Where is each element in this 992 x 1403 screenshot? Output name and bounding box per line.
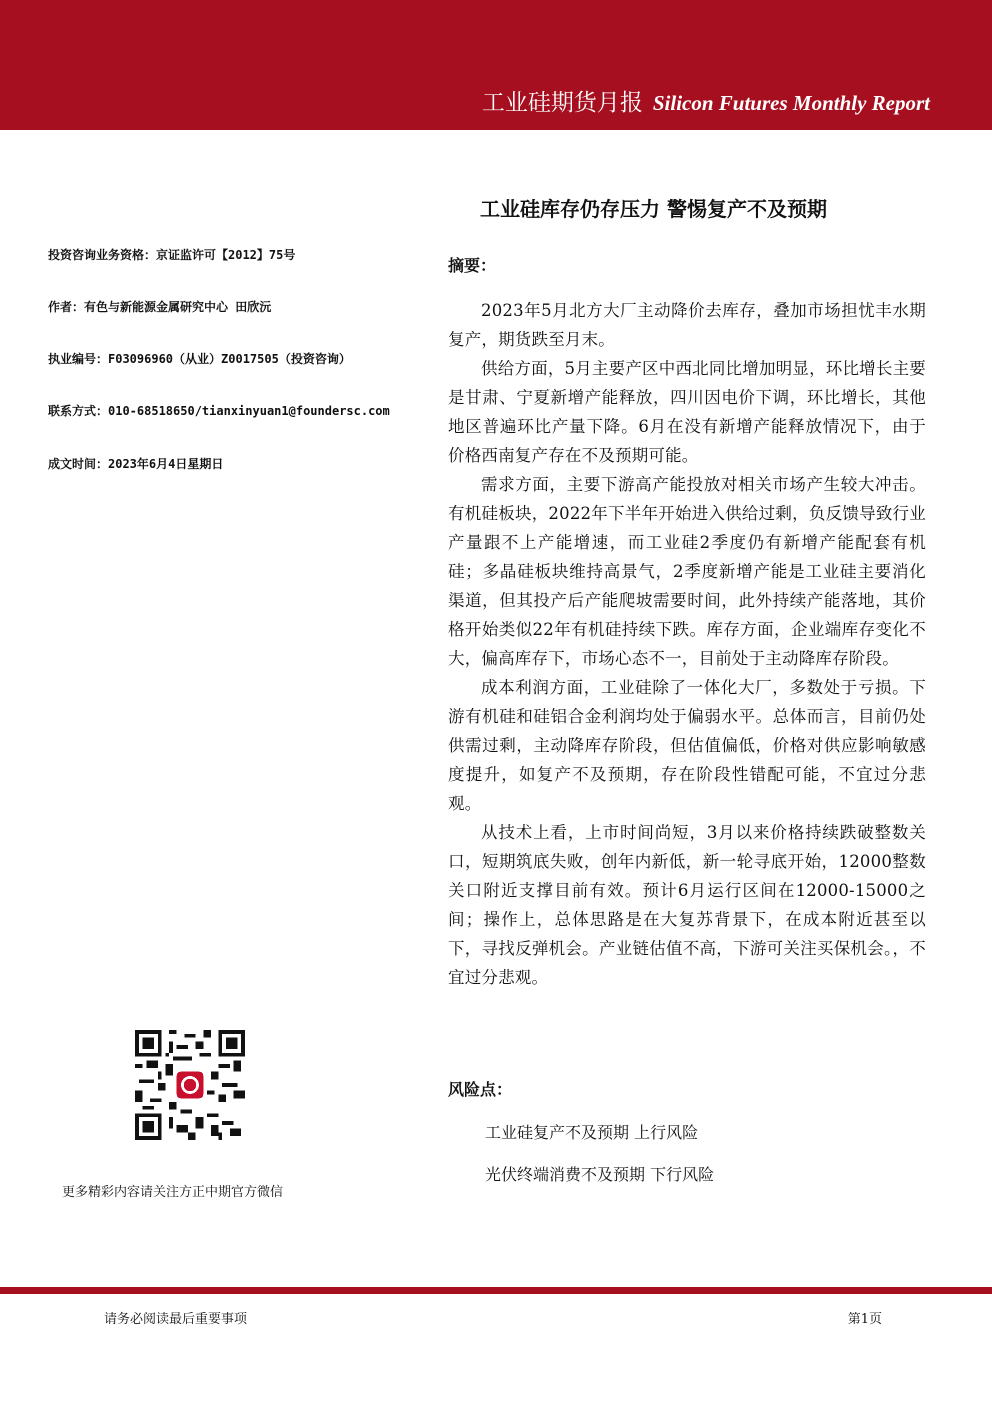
license-info: 投资咨询业务资格：京证监许可【2012】75号 <box>48 248 296 262</box>
contact-info: 联系方式：010-68518650/tianxinyuan1@foundersc.com <box>48 404 390 418</box>
series-title-cn: 工业硅期货月报 <box>481 90 643 116</box>
qr-caption: 更多精彩内容请关注方正中期官方微信 <box>62 1185 284 1200</box>
qr-code-icon <box>135 1030 245 1140</box>
risk-item: 光伏终端消费不及预期 下行风险 <box>485 1165 715 1184</box>
date-info: 成文时间：2023年6月4日星期日 <box>48 457 224 471</box>
summary-paragraph: 需求方面，主要下游高产能投放对相关市场产生较大冲击。有机硅板块，2022年下半年开始进入供给过剩，负反馈导致行业产量跟不上产能增速，而工业硅2季度仍有新增产能配套有机硅；多晶硅板块维持高景气，2季度新增产能是工业硅主要消化渠道，但其投产后产能爬坡需要时间，此外持续产能落地，其价格开始类似22年有机硅持续下跌。库存方面，企业端库存变化不大，偏高库存下，市场心态不一，目前处于主动降库存阶段。 <box>448 475 926 668</box>
registration-number: 执业编号：F03096960（从业）Z0017505（投资咨询） <box>48 352 351 366</box>
summary-paragraph: 成本利润方面，工业硅除了一体化大厂，多数处于亏损。下游有机硅和硅铝合金利润均处于偏弱水平。总体而言，目前仍处供需过剩，主动降库存阶段，但估值偏低，价格对供应影响敏感度提升，如复产不及预期，存在阶段性错配可能，不宜过分悲观。 <box>448 678 926 813</box>
summary-body <box>448 296 926 992</box>
series-title-en: Silicon Futures Monthly Report <box>652 91 930 115</box>
footer-notice: 请务必阅读最后重要事项 <box>104 1312 248 1327</box>
document-title: 工业硅库存仍存压力 警惕复产不及预期 <box>480 197 827 221</box>
summary-paragraph: 从技术上看，上市时间尚短，3月以来价格持续跌破整数关口，短期筑底失败，创年内新低，新一轮寻底开始，12000整数关口附近支撑目前有效。预计6月运行区间在12000-15000之间；操作上，总体思路是在大复苏背景下，在成本附近甚至以下，寻找反弹机会。产业链估值不高，下游可关注买保机会。，不宜过分悲观。 <box>448 823 926 987</box>
summary-paragraph: 2023年5月北方大厂主动降价去库存，叠加市场担忧丰水期复产，期货跌至月末。 <box>448 301 926 349</box>
footer-divider <box>0 1287 992 1294</box>
header-banner <box>0 0 992 130</box>
summary-heading: 摘要： <box>448 256 497 275</box>
risk-item: 工业硅复产不及预期 上行风险 <box>485 1123 699 1142</box>
author-info: 作者：有色与新能源金属研究中心 田欣沅 <box>48 300 272 314</box>
report-series-title <box>482 84 930 117</box>
risk-heading: 风险点： <box>448 1080 513 1099</box>
summary-paragraph: 供给方面，5月主要产区中西北同比增加明显，环比增长主要是甘肃、宁夏新增产能释放，四川因电价下调，环比增长，其他地区普遍环比产量下降。6月在没有新增产能释放情况下，由于价格西南复产存在不及预期可能。 <box>448 359 926 465</box>
page-number: 第1页 <box>847 1312 882 1327</box>
